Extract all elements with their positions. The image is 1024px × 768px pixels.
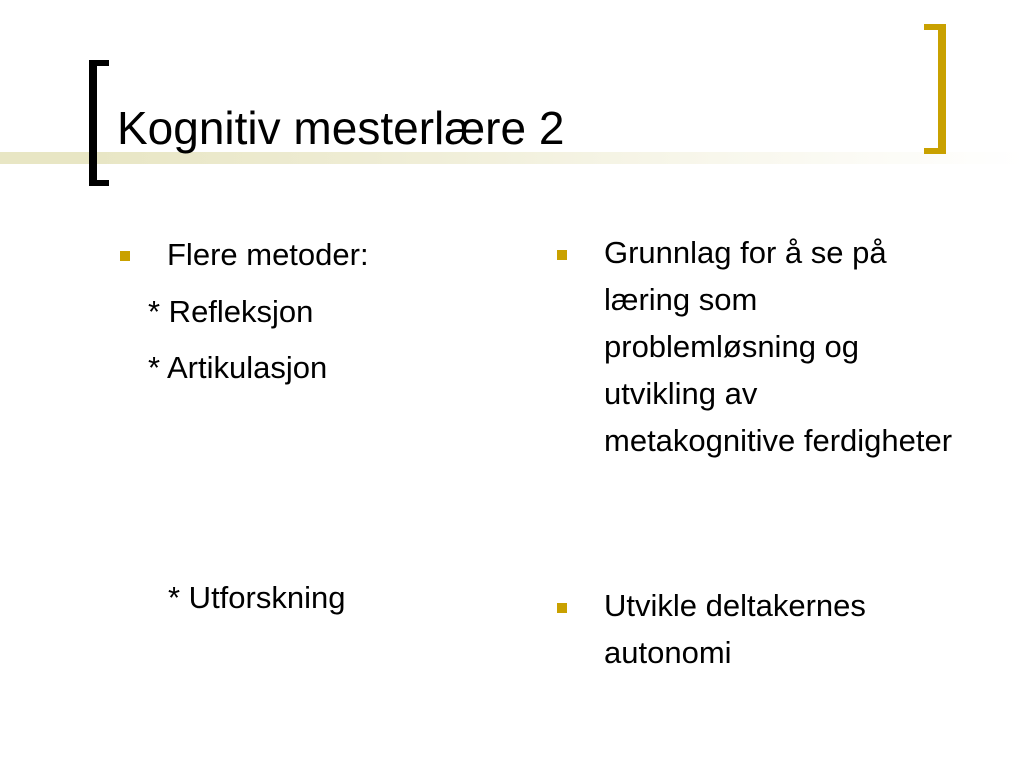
- square-bullet-icon: [557, 603, 567, 613]
- square-bullet-icon: [120, 251, 130, 261]
- square-bullet-icon: [557, 250, 567, 260]
- left-heading: Flere metoder:: [167, 237, 369, 272]
- left-item-utforskning: * Utforskning: [168, 580, 346, 615]
- left-item-refleksjon: * Refleksjon: [148, 294, 314, 329]
- right-bullet-2: Utvikle deltakernes autonomi: [604, 588, 866, 670]
- right-bullet-1: Grunnlag for å se på læring som problemløsning og utvikling av metakognitive ferdigheter: [604, 235, 953, 458]
- right-bracket-icon: [924, 24, 946, 154]
- slide-title: Kognitiv mesterlære 2: [117, 102, 565, 154]
- left-item-artikulasjon: * Artikulasjon: [148, 350, 328, 385]
- left-bracket-icon: [89, 60, 109, 186]
